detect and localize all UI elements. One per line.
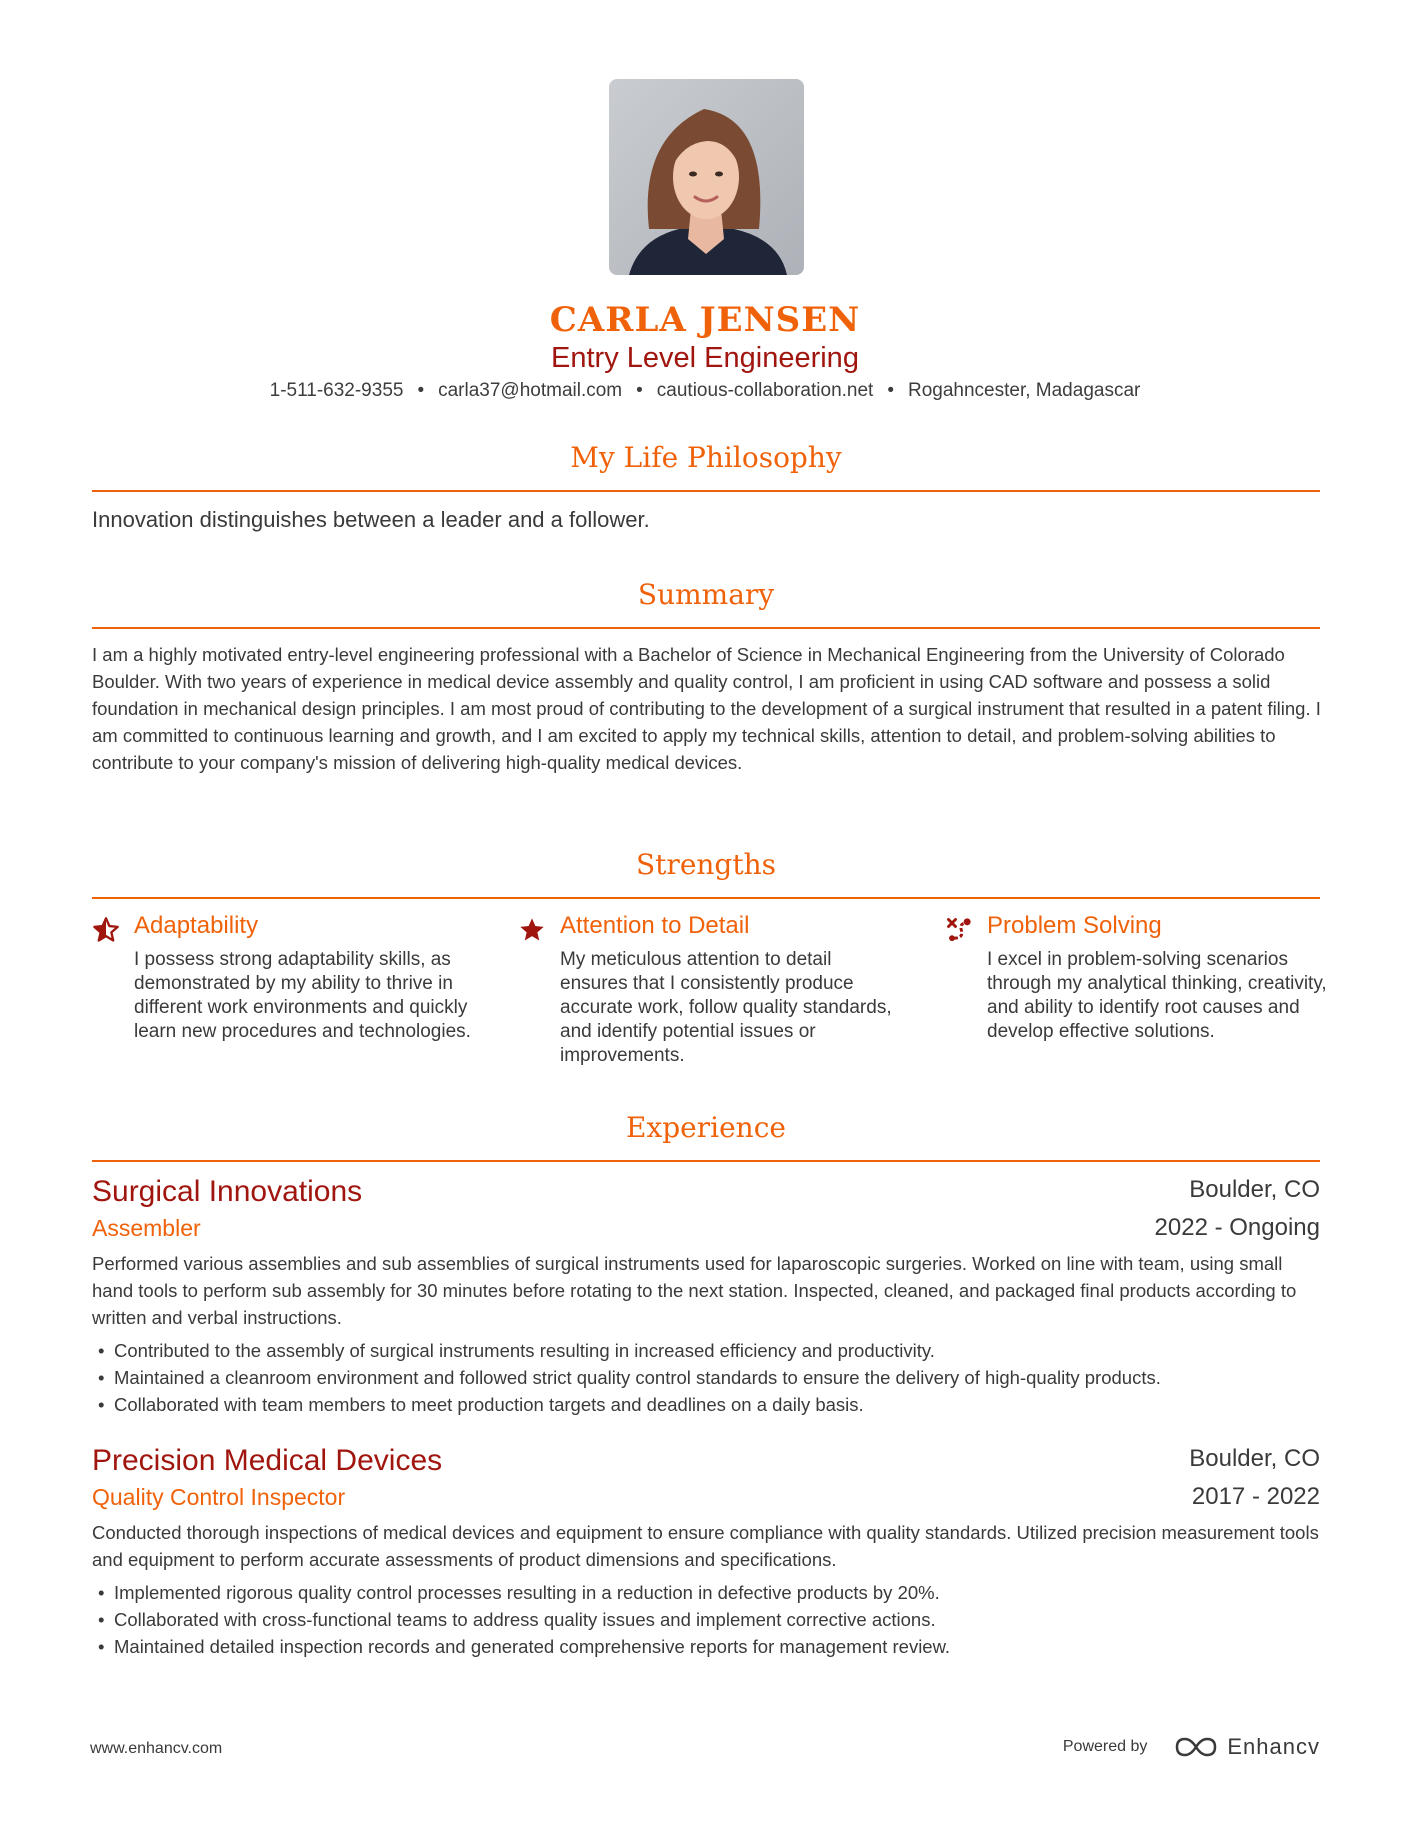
job-title: Assembler <box>92 1215 201 1241</box>
contact-separator: • <box>887 380 894 401</box>
contact-line <box>0 380 1410 402</box>
section-title-experience: Experience <box>626 1111 786 1144</box>
list-item: • Maintained a cleanroom environment and followed strict quality control standards to ensure the delivery of high-quality products. <box>98 1364 1328 1391</box>
summary-text: I am a highly motivated entry-level engineering professional with a Bachelor of Science in Mechanical Engineering from the University of Colorado Boulder. With two years of experience in medical device assembly and quality control, I am proficient in using CAD software and possess a solid foundation in mechanical design principles. I am most proud of contributing to the development of a surgical instrument that resulted in a patent filing. I am committed to continuous learning and growth, and I am excited to apply my technical skills, attention to detail, and problem-solving abilities to contribute to your company's mission of delivering high-quality medical devices. <box>92 644 1321 773</box>
powered-by-label: Powered by <box>1062 1738 1148 1755</box>
section-divider <box>92 627 1320 629</box>
job-location: Boulder, CO <box>1189 1176 1320 1203</box>
section-divider <box>92 1160 1320 1162</box>
candidate-name: CARLA JENSEN <box>549 300 861 340</box>
job-description: Performed various assemblies and sub assemblies of surgical instruments used for laparoscopic surgeries. Worked on line with team, using small hand tools to perform sub assembly for 30 minutes before rotating to the next station. Inspected, cleaned, and packaged final products according to written and verbal instructions. <box>92 1253 1297 1328</box>
section-title-strengths: Strengths <box>636 848 776 881</box>
section-divider <box>92 897 1320 899</box>
route-icon <box>945 916 973 944</box>
star-half-icon <box>92 916 120 944</box>
job-company: Surgical Innovations <box>92 1175 363 1208</box>
philosophy-text: Innovation distinguishes between a leader and a follower. <box>92 507 650 532</box>
section-title-philosophy: My Life Philosophy <box>570 441 842 474</box>
strength-description: I possess strong adaptability skills, as demonstrated by my ability to thrive in different work environments and quickly learn new procedures and technologies. <box>134 949 471 1042</box>
list-item: • Contributed to the assembly of surgical instruments resulting in increased efficiency and productivity. <box>98 1337 1328 1364</box>
job-dates: 2022 - Ongoing <box>1154 1214 1320 1241</box>
strength-description: My meticulous attention to detail ensures that I consistently produce accurate work, follow quality standards, and identify potential issues or improvements. <box>560 949 892 1066</box>
contact-separator: • <box>636 380 643 401</box>
job-description: Conducted thorough inspections of medical devices and equipment to ensure compliance with quality standards. Utilized precision measurement tools and equipment to perform accurate assessments of product dimensions and specifications. <box>92 1522 1319 1570</box>
list-item: • Maintained detailed inspection records and generated comprehensive reports for management review. <box>98 1633 1328 1660</box>
job-location: Boulder, CO <box>1189 1445 1320 1472</box>
job-bullets <box>98 1337 1328 1418</box>
job-bullets <box>98 1579 1328 1660</box>
section-title-summary: Summary <box>637 578 775 611</box>
list-item: • Collaborated with cross-functional teams to address quality issues and implement corrective actions. <box>98 1606 1328 1633</box>
strength-title: Attention to Detail <box>560 912 750 939</box>
contact-email[interactable]: carla37@hotmail.com <box>438 380 623 401</box>
list-item: • Collaborated with team members to meet production targets and deadlines on a daily basis. <box>98 1391 1328 1418</box>
footer-branding[interactable] <box>1063 1734 1320 1760</box>
strength-description: I excel in problem-solving scenarios through my analytical thinking, creativity, and ability to identify root causes and develop effective solutions. <box>987 949 1327 1042</box>
profile-photo <box>609 79 804 275</box>
contact-separator: • <box>417 380 425 401</box>
contact-location: Rogahncester, Madagascar <box>907 380 1141 401</box>
job-dates: 2017 - 2022 <box>1191 1483 1320 1510</box>
job-title: Quality Control Inspector <box>92 1484 346 1510</box>
footer-website[interactable]: www.enhancv.com <box>90 1740 223 1757</box>
list-item: • Implemented rigorous quality control processes resulting in a reduction in defective products by 20%. <box>98 1579 1328 1606</box>
section-divider <box>92 490 1320 492</box>
star-icon <box>518 916 546 944</box>
contact-phone[interactable]: 1-511-632-9355 <box>269 380 404 401</box>
candidate-role: Entry Level Engineering <box>551 342 859 374</box>
enhancv-logo-icon <box>1173 1735 1219 1759</box>
strength-title: Adaptability <box>134 912 259 939</box>
job-company: Precision Medical Devices <box>92 1444 443 1477</box>
contact-website[interactable]: cautious-collaboration.net <box>656 380 874 401</box>
brand-name: Enhancv <box>1227 1734 1320 1759</box>
strength-title: Problem Solving <box>987 912 1162 939</box>
